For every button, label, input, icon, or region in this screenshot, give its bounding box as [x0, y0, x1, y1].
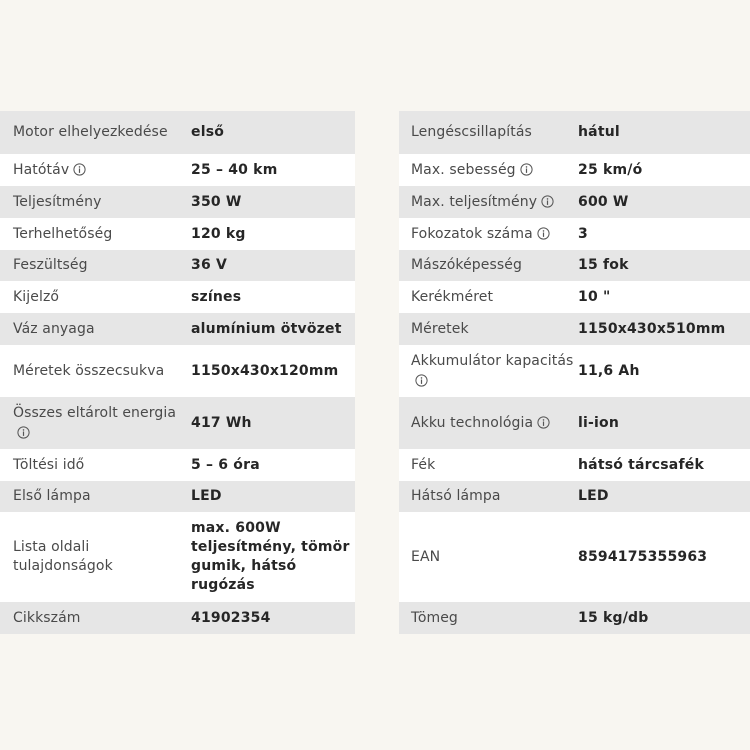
info-icon[interactable]	[73, 163, 86, 176]
spec-value: első	[191, 111, 355, 154]
spec-label-text: Max. sebesség	[411, 161, 516, 178]
spec-label	[0, 397, 191, 449]
spec-label	[399, 481, 578, 512]
spec-label	[399, 313, 578, 345]
spec-label-text: Terhelhetőség	[13, 225, 113, 242]
spec-label-text: Váz anyaga	[13, 320, 95, 337]
spec-row	[399, 281, 750, 313]
spec-table-right	[399, 111, 750, 634]
spec-label	[0, 602, 191, 634]
spec-row	[0, 449, 355, 481]
spec-row	[399, 512, 750, 602]
spec-row	[399, 345, 750, 397]
spec-label-text: Motor elhelyezkedése	[13, 124, 168, 140]
spec-label-text: Összes eltárolt energia	[13, 405, 176, 421]
spec-value: 417 Wh	[191, 397, 355, 449]
spec-value: hátul	[578, 111, 750, 154]
spec-label-text: Lengéscsillapítás	[411, 124, 532, 140]
spec-value: 1150x430x510mm	[578, 313, 750, 345]
spec-value: 5 – 6 óra	[191, 449, 355, 481]
spec-value: 350 W	[191, 186, 355, 218]
spec-label	[399, 186, 578, 218]
spec-label-text: Fokozatok száma	[411, 225, 533, 242]
spec-label-text: Akkumulátor kapacitás	[411, 353, 574, 369]
spec-label	[399, 345, 578, 397]
spec-value: 600 W	[578, 186, 750, 218]
spec-row	[0, 186, 355, 218]
spec-label	[0, 218, 191, 250]
spec-value: 36 V	[191, 250, 355, 281]
spec-row	[0, 313, 355, 345]
spec-label	[399, 397, 578, 449]
spec-label-text: Tömeg	[411, 609, 458, 626]
spec-value: alumínium ötvözet	[191, 313, 355, 345]
spec-value: 10 "	[578, 281, 750, 313]
spec-value: 41902354	[191, 602, 355, 634]
info-icon[interactable]	[537, 416, 550, 429]
spec-row	[0, 218, 355, 250]
spec-label-text: Akku technológia	[411, 414, 534, 431]
spec-label-text: Max. teljesítmény	[411, 193, 538, 210]
spec-row	[399, 111, 750, 154]
spec-label-text: Méretek összecsukva	[13, 362, 165, 379]
spec-value: max. 600W teljesítmény, tömör gumik, hátsó rugózás	[191, 512, 355, 602]
spec-label-text: Első lámpa	[13, 488, 91, 504]
spec-label-text: Hátsó lámpa	[411, 488, 501, 504]
spec-value: li-ion	[578, 397, 750, 449]
spec-row	[399, 313, 750, 345]
spec-label	[0, 281, 191, 313]
spec-row	[0, 397, 355, 449]
spec-table-left	[0, 111, 355, 634]
spec-label-text: Feszültség	[13, 257, 88, 273]
spec-value: 8594175355963	[578, 512, 750, 602]
spec-row	[399, 154, 750, 186]
spec-label	[0, 512, 191, 602]
spec-row	[399, 449, 750, 481]
spec-label	[399, 512, 578, 602]
spec-label	[0, 313, 191, 345]
spec-value: 3	[578, 218, 750, 250]
spec-row	[0, 250, 355, 281]
spec-row	[399, 250, 750, 281]
spec-label-text: Hatótáv	[13, 161, 70, 178]
spec-row	[399, 218, 750, 250]
spec-value: LED	[578, 481, 750, 512]
spec-panel	[0, 111, 750, 634]
spec-value: 15 fok	[578, 250, 750, 281]
spec-value: LED	[191, 481, 355, 512]
spec-value: 25 km/ó	[578, 154, 750, 186]
spec-label-text: Cikkszám	[13, 609, 81, 626]
info-icon[interactable]	[537, 227, 550, 240]
spec-label	[399, 602, 578, 634]
info-icon[interactable]	[415, 374, 428, 387]
spec-row	[399, 602, 750, 634]
spec-value: 1150x430x120mm	[191, 345, 355, 397]
spec-label	[0, 250, 191, 281]
spec-label-text: EAN	[411, 548, 441, 565]
spec-row	[399, 481, 750, 512]
spec-label-text: Mászóképesség	[411, 257, 522, 273]
spec-label	[0, 345, 191, 397]
spec-label-text: Lista oldali tulajdonságok	[13, 539, 113, 574]
spec-value: 15 kg/db	[578, 602, 750, 634]
spec-row	[399, 186, 750, 218]
spec-row	[0, 281, 355, 313]
spec-value: 120 kg	[191, 218, 355, 250]
spec-label	[399, 218, 578, 250]
spec-label-text: Teljesítmény	[13, 193, 102, 210]
spec-label	[399, 154, 578, 186]
spec-row	[399, 397, 750, 449]
spec-label	[0, 481, 191, 512]
spec-label-text: Fék	[411, 456, 436, 473]
spec-row	[0, 345, 355, 397]
spec-value: színes	[191, 281, 355, 313]
spec-label	[0, 449, 191, 481]
spec-label-text: Töltési idő	[13, 456, 85, 473]
spec-label	[399, 250, 578, 281]
spec-value: 11,6 Ah	[578, 345, 750, 397]
spec-value: 25 – 40 km	[191, 154, 355, 186]
spec-value: hátsó tárcsafék	[578, 449, 750, 481]
info-icon[interactable]	[541, 195, 554, 208]
spec-label	[399, 281, 578, 313]
spec-label	[399, 111, 578, 154]
spec-label-text: Kerékméret	[411, 288, 494, 305]
spec-row	[0, 512, 355, 602]
spec-label	[0, 111, 191, 154]
spec-label-text: Kijelző	[13, 288, 60, 305]
spec-row	[0, 602, 355, 634]
spec-row	[0, 154, 355, 186]
spec-row	[0, 111, 355, 154]
info-icon[interactable]	[17, 426, 30, 439]
spec-label	[0, 186, 191, 218]
spec-label	[0, 154, 191, 186]
spec-row	[0, 481, 355, 512]
spec-label-text: Méretek	[411, 320, 469, 337]
info-icon[interactable]	[520, 163, 533, 176]
spec-label	[399, 449, 578, 481]
